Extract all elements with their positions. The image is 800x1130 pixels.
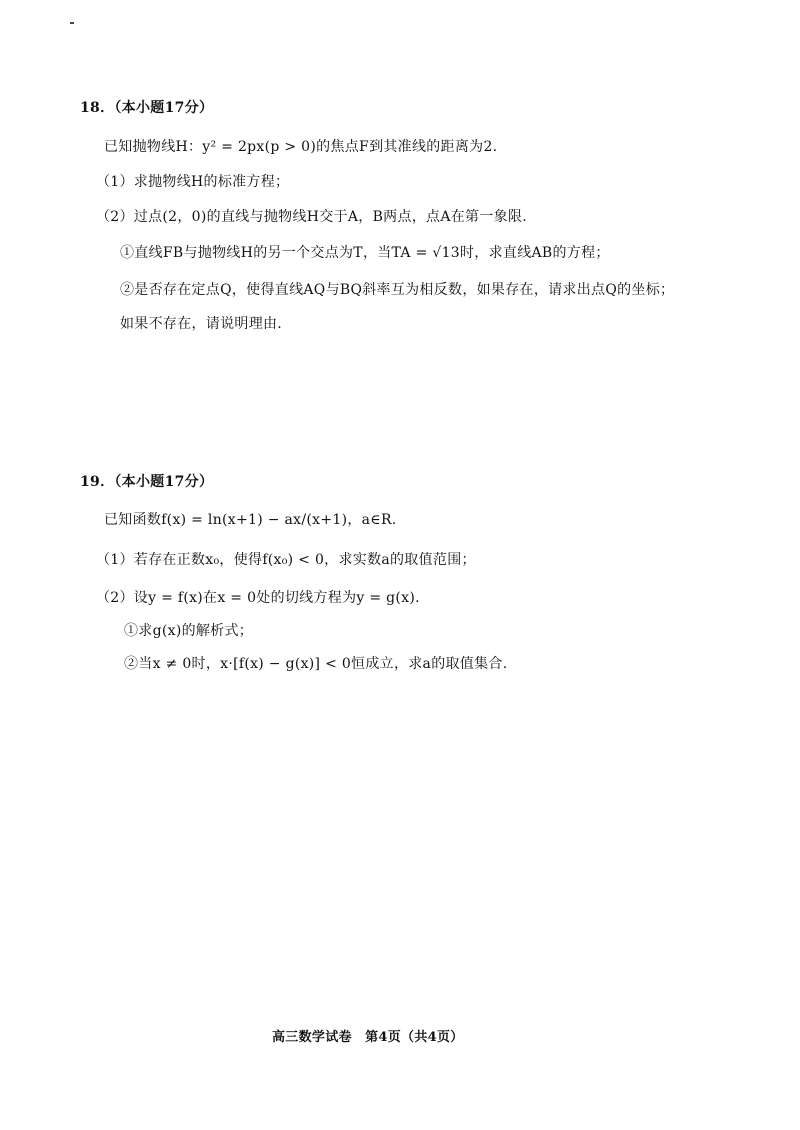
page-footer: 高三数学试卷 第4页（共4页） — [272, 1030, 464, 1045]
problem-18-sub-2-continued: 如果不存在，请说明理由. — [120, 316, 283, 332]
problem-19-stem: 已知函数f(x) = ln(x+1) − ax/(x+1)，a∈R. — [104, 512, 397, 528]
problem-19-sub-2: ②当x ≠ 0时，x·[f(x) − g(x)] < 0恒成立，求a的取值集合. — [124, 656, 508, 672]
problem-18-header: 18．（本小题17分） — [80, 100, 214, 116]
problem-19-part-1: （1）若存在正数x₀，使得f(x₀) < 0，求实数a的取值范围； — [96, 552, 476, 568]
problem-18-stem: 已知抛物线H：y² = 2px(p > 0)的焦点F到其准线的距离为2. — [104, 139, 498, 155]
scan-mark — [70, 22, 74, 24]
problem-18-sub-2: ②是否存在定点Q，使得直线AQ与BQ斜率互为相反数，如果存在，请求出点Q的坐标； — [120, 282, 675, 298]
problem-18-part-1: （1）求抛物线H的标准方程； — [96, 174, 290, 190]
problem-19-part-2: （2）设y = f(x)在x = 0处的切线方程为y = g(x). — [96, 590, 420, 606]
problem-18-sub-1: ①直线FB与抛物线H的另一个交点为T，当TA = √13时，求直线AB的方程； — [120, 245, 610, 261]
problem-18-part-2: （2）过点(2，0)的直线与抛物线H交于A，B两点，点A在第一象限. — [96, 209, 528, 225]
problem-19-sub-1: ①求g(x)的解析式； — [124, 623, 254, 639]
problem-19-header: 19．（本小题17分） — [80, 474, 214, 490]
